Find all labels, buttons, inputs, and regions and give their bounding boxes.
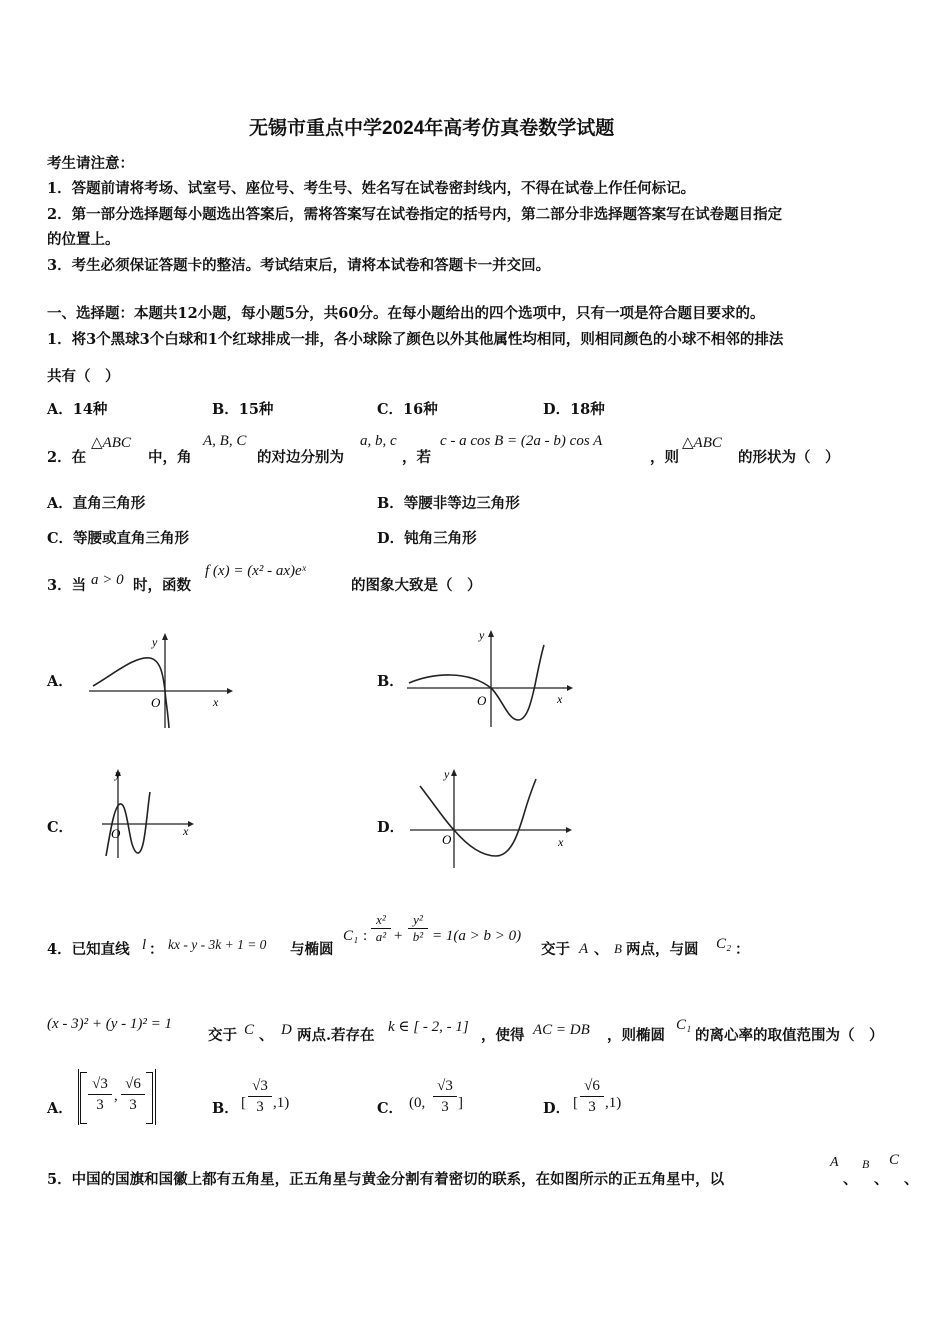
q4-text: 两点.若存在 (297, 1027, 375, 1044)
question-4-number: 4．已知直线 (47, 941, 130, 958)
point-a: A (579, 941, 589, 957)
frac-denominator: 3 (441, 1099, 449, 1115)
frac-denominator: 3 (588, 1099, 596, 1115)
q2-option-c: C．等腰或直角三角形 (47, 530, 190, 547)
ellipse-c1: C₁ (676, 1017, 692, 1033)
q4-text: 的离心率的取值范围为（ ） (695, 1027, 884, 1044)
q5-sep: 、 (843, 1171, 858, 1188)
interval-left: (0, (409, 1095, 426, 1111)
frac-denominator: 3 (129, 1097, 137, 1113)
line-equation: kx - y - 3k + 1 = 0 (168, 937, 267, 952)
sides-abc: a, b, c (360, 433, 397, 449)
triangle-abc: △ABC (91, 435, 131, 451)
x-label: x (557, 692, 563, 706)
frac-numerator: √3 (252, 1078, 268, 1094)
circle-equation: (x - 3)² + (y - 1)² = 1 (47, 1016, 173, 1032)
q4-colon: ： (149, 941, 164, 958)
frac-numerator: √3 (437, 1078, 453, 1094)
condition-ac-db: AC = DB (533, 1022, 590, 1038)
curve (93, 658, 169, 728)
graph-a (85, 628, 235, 732)
frac-denominator: b² (412, 929, 424, 944)
point-c: C (889, 1152, 900, 1168)
q2-text: 的对边分别为 (257, 449, 344, 466)
graph-b (403, 625, 575, 731)
q4-text: 交于 (541, 941, 570, 958)
q2-option-d: D．钝角三角形 (377, 530, 477, 547)
question-1-stem-cont: 共有（ ） (47, 368, 120, 385)
frac-y2-b2 (408, 912, 428, 945)
q4-text: 与椭圆 (290, 941, 334, 958)
question-2-number: 2．在 (47, 449, 87, 466)
q5-sep: 、 (904, 1171, 919, 1188)
frac-denominator: a² (375, 929, 387, 944)
notice-heading: 考生请注意： (47, 155, 134, 172)
point-b: B (614, 941, 622, 956)
frac-numerator: √6 (584, 1078, 600, 1094)
frac-numerator: x² (376, 912, 386, 927)
interval-left: [ (573, 1095, 578, 1111)
q3-option-d: D． (377, 819, 405, 836)
q2-text: 中，角 (148, 449, 192, 466)
notice-item: 3．考生必须保证答题卡的整洁。考试结束后，请将本试卷和答题卡一并交回。 (47, 257, 551, 274)
q1-option-b: B．15种 (212, 401, 274, 418)
point-d: D (281, 1022, 292, 1038)
question-3-number: 3．当 (47, 577, 87, 594)
frac-numerator: √3 (92, 1076, 108, 1092)
q1-option-d: D．18种 (543, 401, 605, 418)
q4-option-a-label: A． (47, 1100, 73, 1117)
interval-right: ,1) (605, 1095, 622, 1111)
frac-sqrt3-3 (433, 1076, 457, 1117)
interval-right: ] (458, 1095, 463, 1111)
q2-text: 的形状为（ ） (738, 449, 840, 466)
line-l: l (142, 937, 147, 953)
k-range: k ∈ [ - 2, - 1] (388, 1019, 469, 1035)
q4-option-b-label: B． (212, 1100, 239, 1117)
plus-sign: + (394, 928, 403, 944)
y-label: y (444, 767, 450, 781)
q2-option-b: B．等腰非等边三角形 (377, 495, 520, 512)
x-axis-arrow (227, 688, 233, 694)
point-a: A (830, 1155, 839, 1170)
ellipse-equation-tail: = 1(a > b > 0) (432, 928, 522, 944)
bracket-left (80, 1072, 87, 1124)
frac-x2-a2 (371, 912, 391, 945)
page-title: 无锡市重点中学2024年高考仿真卷数学试题 (249, 118, 615, 139)
frac-sqrt6-3 (121, 1074, 145, 1115)
question-1-stem: 1．将3个黑球3个白球和1个红球排成一排，各小球除了颜色以外其他属性均相同，则相同颜色的小球不相邻的排法 (47, 331, 784, 348)
frac-sqrt3-3 (248, 1076, 272, 1117)
q4-option-d-label: D． (543, 1100, 571, 1117)
x-label: x (213, 695, 219, 709)
origin-label: O (151, 695, 161, 710)
point-c: C (244, 1022, 255, 1038)
origin-label: O (111, 826, 121, 841)
frac-denominator: 3 (96, 1097, 104, 1113)
q3-option-a: A． (47, 673, 73, 690)
frac-numerator: y² (413, 912, 423, 927)
q3-function: f (x) = (x² - ax)eˣ (205, 563, 306, 579)
q4-option-c-label: C． (377, 1100, 404, 1117)
q3-text: 时，函数 (133, 577, 191, 594)
frac-denominator: 3 (256, 1099, 264, 1115)
x-axis-arrow (566, 827, 572, 833)
triangle-abc: △ABC (682, 435, 722, 451)
curve (409, 645, 544, 720)
q1-option-c: C．16种 (377, 401, 438, 418)
curve (420, 779, 536, 856)
y-label: y (479, 628, 485, 642)
q3-option-b: B． (377, 673, 404, 690)
notice-item: 的位置上。 (47, 231, 120, 248)
q4-text: ： (735, 941, 750, 958)
x-axis-arrow (567, 685, 573, 691)
graph-c (98, 764, 198, 868)
q4-text: ，使得 (481, 1027, 525, 1044)
q3-text: 的图象大致是（ ） (351, 577, 482, 594)
angles-abc: A, B, C (203, 433, 247, 449)
comma: , (114, 1088, 118, 1104)
q3-option-c: C． (47, 819, 74, 836)
section-heading: 一、选择题：本题共12小题，每小题5分，共60分。在每小题给出的四个选项中，只有一项是符合题目要求的。 (47, 305, 765, 322)
y-axis-arrow (488, 630, 494, 637)
ellipse-colon: : (363, 928, 368, 944)
q4-sep: 、 (594, 941, 609, 958)
interval-right: ,1) (273, 1095, 290, 1111)
frac-numerator: √6 (125, 1076, 141, 1092)
q2-text: ，若 (402, 449, 431, 466)
notice-item: 1．答题前请将考场、试室号、座位号、考生号、姓名写在试卷密封线内，不得在试卷上作任何标记。 (47, 180, 696, 197)
y-axis-arrow (162, 633, 168, 640)
q2-equation: c - a cos B = (2a - b) cos A (440, 433, 603, 449)
y-axis-arrow (451, 769, 457, 776)
q4-text: 交于 (208, 1027, 237, 1044)
frac-sqrt6-3 (580, 1076, 604, 1117)
ellipse-c1: C₁ (343, 928, 359, 944)
circle-c2: C₂ (716, 936, 732, 952)
question-5-stem: 5．中国的国旗和国徽上都有五角星，正五角星与黄金分割有着密切的联系，在如图所示的正五角星中，以 (47, 1171, 725, 1188)
origin-label: O (477, 693, 487, 708)
q2-text: ，则 (650, 449, 679, 466)
q3-condition: a > 0 (91, 572, 124, 588)
q4-text: ，则椭圆 (607, 1027, 665, 1044)
interval-left: [ (241, 1095, 246, 1111)
q2-option-a: A．直角三角形 (47, 495, 146, 512)
x-label: x (183, 824, 189, 838)
bracket-right (146, 1072, 153, 1124)
q4-text: 两点，与圆 (626, 941, 699, 958)
q5-sep: 、 (874, 1171, 889, 1188)
point-b: B (862, 1157, 870, 1171)
notice-item: 2．第一部分选择题每小题选出答案后，需将答案写在试卷指定的括号内，第二部分非选择题答案写在试卷题目指定 (47, 206, 783, 223)
x-label: x (558, 835, 564, 849)
q1-option-a: A．14种 (47, 401, 108, 418)
x-axis-arrow (188, 821, 194, 827)
graph-d (406, 764, 574, 872)
y-label: y (115, 767, 121, 781)
y-label: y (152, 635, 158, 649)
q4-sep: 、 (259, 1027, 274, 1044)
origin-label: O (442, 832, 452, 847)
frac-sqrt3-3 (88, 1074, 112, 1115)
